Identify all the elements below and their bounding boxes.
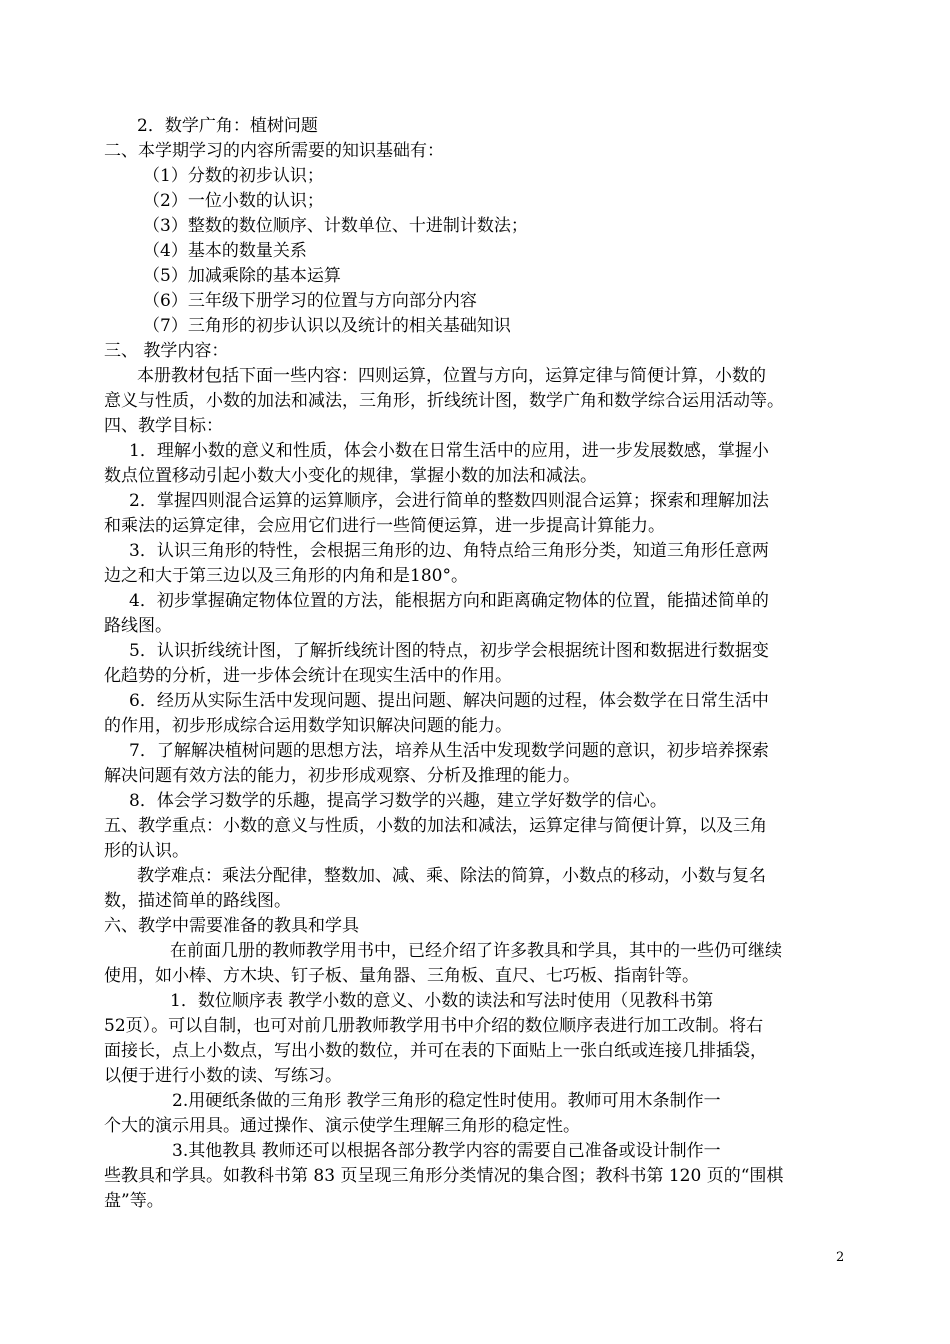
list-item: （4）基本的数量关系 [143,241,307,261]
text-line: 解决问题有效方法的能力，初步形成观察、分析及推理的能力。 [104,766,580,786]
text-line: 7．了解解决植树问题的思想方法，培养从生活中发现数学问题的意识，初步培养探索 [129,741,769,761]
list-item: （5）加减乘除的基本运算 [143,266,341,286]
text-line: 使用，如小棒、方木块、钉子板、量角器、三角板、直尺、七巧板、指南针等。 [104,966,699,986]
text-line: 个大的演示用具。通过操作、演示使学生理解三角形的稳定性。 [104,1116,580,1136]
text-line: 2.用硬纸条做的三角形 教学三角形的稳定性时使用。教师可用木条制作一 [172,1091,721,1111]
section-heading: 二、本学期学习的内容所需要的知识基础有： [104,141,444,161]
text-line: 面接长，点上小数点，写出小数的数位，并可在表的下面贴上一张白纸或连接几排插袋， [104,1041,767,1061]
text-line: 5．认识折线统计图，了解折线统计图的特点，初步学会根据统计图和数据进行数据变 [129,641,769,661]
text-line: 路线图。 [104,616,172,636]
text-line: 1．数位顺序表 教学小数的意义、小数的读法和写法时使用（见教科书第 [170,991,714,1011]
section-heading: 四、教学目标： [104,416,223,436]
text-line: 以便于进行小数的读、写练习。 [104,1066,342,1086]
text-line: 边之和大于第三边以及三角形的内角和是180°。 [104,566,468,586]
section-heading: 三、 教学内容： [104,341,229,361]
page-number: 2 [836,1250,845,1265]
text-line: 化趋势的分析，进一步体会统计在现实生活中的作用。 [104,666,512,686]
text-line: 数，描述简单的路线图。 [104,891,291,911]
text-line: 1．理解小数的意义和性质，体会小数在日常生活中的应用，进一步发展数感，掌握小 [129,441,769,461]
list-item: （6）三年级下册学习的位置与方向部分内容 [143,291,477,311]
section-heading: 六、教学中需要准备的教具和学具 [104,916,359,936]
text-line: 8．体会学习数学的乐趣，提高学习数学的兴趣，建立学好数学的信心。 [129,791,667,811]
list-item: （3）整数的数位顺序、计数单位、十进制计数法； [143,216,528,236]
text-line: 盘”等。 [104,1191,164,1211]
text-line: 数点位置移动引起小数大小变化的规律，掌握小数的加法和减法。 [104,466,597,486]
text-line: 意义与性质，小数的加法和减法，三角形，折线统计图，数学广角和数学综合运用活动等。 [104,391,784,411]
text-line: 教学难点：乘法分配律，整数加、减、乘、除法的简算，小数点的移动，小数与复名 [137,866,766,886]
text-line: 形的认识。 [104,841,189,861]
text-line: 本册教材包括下面一些内容：四则运算，位置与方向，运算定律与简便计算，小数的 [137,366,766,386]
text-line: 4．初步掌握确定物体位置的方法，能根据方向和距离确定物体的位置，能描述简单的 [129,591,769,611]
text-line: 3．认识三角形的特性，会根据三角形的边、角特点给三角形分类，知道三角形任意两 [129,541,769,561]
list-item: （2）一位小数的认识； [143,191,324,211]
text-line: 3.其他教具 教师还可以根据各部分教学内容的需要自己准备或设计制作一 [172,1141,721,1161]
text-line: 6．经历从实际生活中发现问题、提出问题、解决问题的过程，体会数学在日常生活中 [129,691,769,711]
text-line: 和乘法的运算定律，会应用它们进行一些简便运算，进一步提高计算能力。 [104,516,665,536]
section-heading: 五、教学重点：小数的意义与性质，小数的加法和减法，运算定律与简便计算，以及三角 [104,816,767,836]
text-line: 在前面几册的教师教学用书中，已经介绍了许多教具和学具，其中的一些仍可继续 [170,941,782,961]
text-line: 2．数学广角：植树问题 [137,116,318,136]
list-item: （1）分数的初步认识； [143,166,324,186]
text-line: 的作用，初步形成综合运用数学知识解决问题的能力。 [104,716,512,736]
text-line: 些教具和学具。如教科书第 83 页呈现三角形分类情况的集合图；教科书第 120 页的“围棋 [104,1166,784,1186]
list-item: （7）三角形的初步认识以及统计的相关基础知识 [143,316,511,336]
text-line: 52页）。可以自制，也可对前几册教师教学用书中介绍的数位顺序表进行加工改制。将右 [104,1016,764,1036]
text-line: 2．掌握四则混合运算的运算顺序，会进行简单的整数四则混合运算；探索和理解加法 [129,491,769,511]
